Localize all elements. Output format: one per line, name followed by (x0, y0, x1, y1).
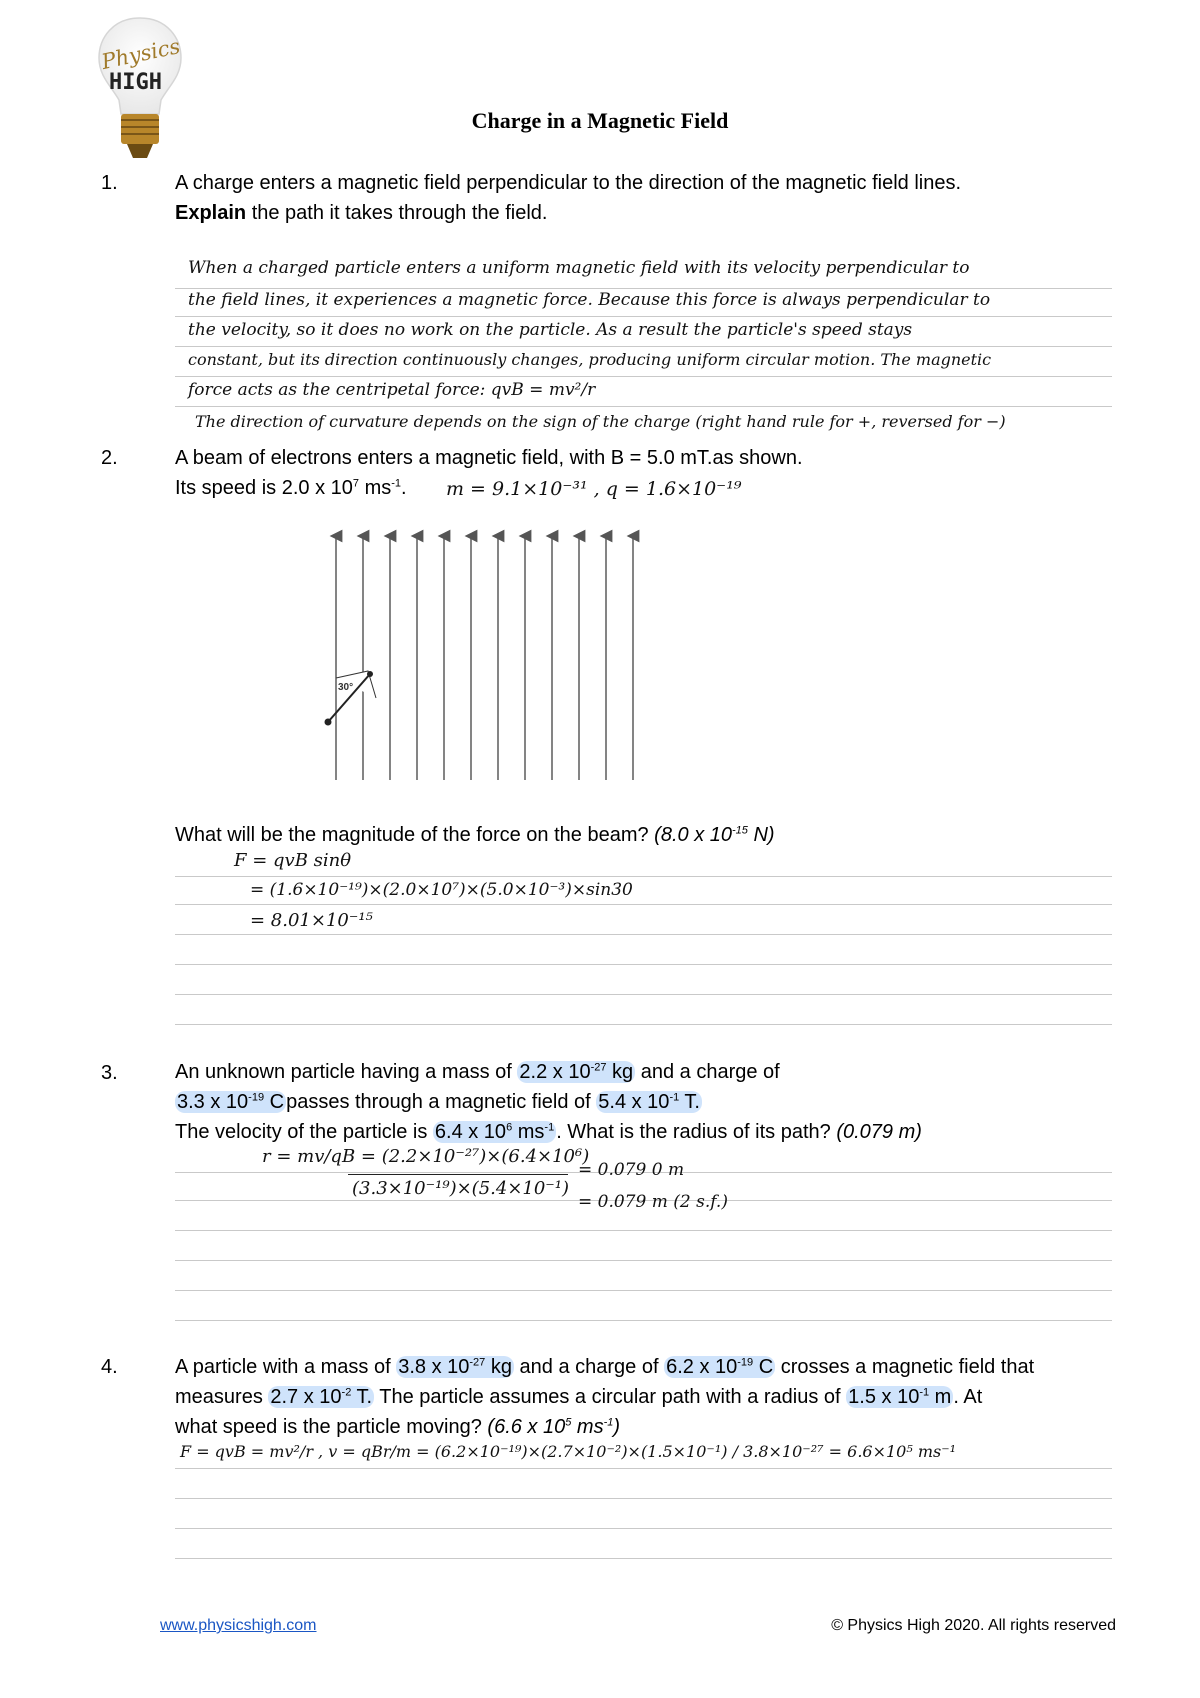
unit: T. (679, 1091, 700, 1113)
answer-line (175, 406, 1112, 407)
exponent: -1 (669, 1091, 680, 1104)
question-2-speed: Its speed is 2.0 x 10 (175, 477, 353, 499)
highlight-velocity (433, 1121, 556, 1143)
text: what speed is the particle moving? (175, 1416, 488, 1438)
angle-label: 30° (338, 682, 354, 693)
copyright-text: © Physics High 2020. All rights reserved (831, 1617, 1116, 1634)
answer-line (175, 904, 1112, 905)
answer-line (175, 934, 1112, 935)
logo-text-physics: Physics (99, 33, 183, 75)
website-link[interactable]: www.physicshigh.com (160, 1617, 317, 1634)
exponent: -15 (732, 824, 748, 837)
exponent: -1 (603, 1416, 614, 1429)
exponent: -1 (919, 1386, 930, 1399)
handwriting-line: F = qvB sinθ (234, 850, 352, 871)
question-1-line2: the path it takes through the field. (246, 202, 548, 224)
unit: C (753, 1356, 774, 1378)
text: The particle assumes a circular path with a radius of (374, 1386, 847, 1408)
answer-line (175, 964, 1112, 965)
value: 6.2 x 10 (666, 1356, 738, 1378)
handwriting-line: force acts as the centripetal force: qvB = mv²/r (188, 380, 596, 400)
exponent: 5 (565, 1416, 572, 1429)
value: 1.5 x 10 (848, 1386, 920, 1408)
unit: C (264, 1091, 285, 1113)
value: 6.4 x 10 (434, 1121, 507, 1143)
fraction-bar (348, 1174, 568, 1175)
question-1-bold: Explain (175, 202, 247, 224)
handwriting-line: = (1.6×10⁻¹⁹)×(2.0×10⁷)×(5.0×10⁻³)×sin30 (250, 880, 633, 900)
answer-line (175, 876, 1112, 877)
exponent: -1 (544, 1121, 555, 1134)
handwriting-line: = 8.01×10⁻¹⁵ (250, 910, 373, 931)
answer-line (175, 1320, 1112, 1321)
question-number-4: 4. (101, 1356, 118, 1378)
answer-line (175, 1260, 1112, 1261)
value: 3.8 x 10 (398, 1356, 470, 1378)
handwriting-note: m = 9.1×10⁻³¹ , q = 1.6×10⁻¹⁹ (446, 478, 742, 500)
magnetic-field-diagram (320, 528, 650, 788)
answer-line (175, 994, 1112, 995)
question-4-text (175, 1352, 1120, 1442)
unit: m (929, 1386, 952, 1408)
answer-line (175, 1528, 1112, 1529)
text: . At (953, 1386, 983, 1408)
answer-line (175, 1498, 1112, 1499)
logo (95, 14, 185, 166)
exponent: -27 (590, 1061, 607, 1074)
question-number-1: 1. (101, 172, 118, 194)
question-1-text (175, 168, 1120, 228)
exponent: 7 (352, 477, 360, 490)
question-2-question (175, 820, 1120, 850)
handwriting-line: F = qvB = mv²/r , v = qBr/m = (6.2×10⁻¹⁹)×(2.7×10⁻²)×(1.5×10⁻¹) / 3.8×10⁻²⁷ = 6.6×10⁵ ms⁻¹ (180, 1442, 957, 1461)
highlight-charge (664, 1356, 775, 1378)
handwriting-line: the field lines, it experiences a magnetic force. Because this force is always perpendicular to (188, 290, 991, 310)
unit: kg (485, 1356, 512, 1378)
text: and a charge of (513, 1356, 665, 1378)
answer-line (175, 376, 1112, 377)
exponent: -19 (737, 1356, 754, 1369)
question-number-3: 3. (101, 1062, 118, 1084)
answer-line (175, 1468, 1112, 1469)
exponent: -19 (248, 1091, 265, 1104)
answer-line (175, 1290, 1112, 1291)
handwriting-line: When a charged particle enters a uniform magnetic field with its velocity perpendicular to (188, 258, 970, 278)
answer-hint: (0.079 m) (836, 1121, 922, 1143)
answer-hint: (8.0 x 10 (654, 824, 732, 846)
unit: kg (606, 1061, 634, 1083)
question-2-prompt: What will be the magnitude of the force on the beam? (175, 824, 655, 846)
question-number-2: 2. (101, 447, 118, 469)
answer-hint-unit: ms (571, 1416, 604, 1438)
text: measures (175, 1386, 269, 1408)
answer-line (175, 346, 1112, 347)
highlight-field (268, 1386, 374, 1408)
handwriting-line: = 0.079 m (2 s.f.) (578, 1192, 728, 1212)
answer-line (175, 1558, 1112, 1559)
value: 2.7 x 10 (270, 1386, 342, 1408)
question-2-line1: A beam of electrons enters a magnetic field, with B = 5.0 mT.as shown. (175, 447, 803, 469)
question-3-text (175, 1057, 1120, 1147)
text: and a charge of (635, 1061, 780, 1083)
highlight-mass (517, 1061, 635, 1083)
unit: T. (351, 1386, 373, 1408)
handwriting-line: r = mv/qB = (2.2×10⁻²⁷)×(6.4×10⁶) (262, 1146, 590, 1167)
answer-hint-unit: N) (747, 824, 775, 846)
highlight-charge (175, 1091, 286, 1113)
answer-line (175, 288, 1112, 289)
punctuation: . (401, 477, 407, 499)
unit: ms (359, 477, 392, 499)
text: crosses a magnetic field that (775, 1356, 1035, 1378)
text: . What is the radius of its path? (556, 1121, 837, 1143)
answer-line (175, 1230, 1112, 1231)
answer-hint-end: ) (613, 1416, 621, 1438)
handwriting-line: (3.3×10⁻¹⁹)×(5.4×10⁻¹) (352, 1178, 570, 1199)
handwriting-line: The direction of curvature depends on the sign of the charge (right hand rule for +, reversed for −) (195, 412, 1006, 431)
value: 2.2 x 10 (519, 1061, 591, 1083)
value: 3.3 x 10 (177, 1091, 249, 1113)
answer-hint: (6.6 x 10 (487, 1416, 566, 1438)
value: 5.4 x 10 (598, 1091, 670, 1113)
text: An unknown particle having a mass of (175, 1061, 518, 1083)
answer-line (175, 1024, 1112, 1025)
handwriting-line: the velocity, so it does no work on the particle. As a result the particle's speed stays (188, 320, 913, 340)
handwriting-line: constant, but its direction continuously changes, producing uniform circular motion. The magnetic (188, 350, 992, 369)
handwriting-line: = 0.079 0 m (578, 1160, 685, 1180)
exponent: -1 (391, 477, 402, 490)
answer-line (175, 316, 1112, 317)
exponent: 6 (506, 1121, 513, 1134)
text: The velocity of the particle is (175, 1121, 433, 1143)
page-title: Charge in a Magnetic Field (471, 108, 729, 133)
exponent: -27 (469, 1356, 486, 1369)
text: passes through a magnetic field of (286, 1091, 597, 1113)
unit: ms (512, 1121, 545, 1143)
highlight-field (596, 1091, 702, 1113)
highlight-radius (846, 1386, 953, 1408)
exponent: -2 (341, 1386, 352, 1399)
highlight-mass (396, 1356, 514, 1378)
logo-text-high: HIGH (109, 70, 162, 95)
text: A particle with a mass of (175, 1356, 397, 1378)
question-1-line: A charge enters a magnetic field perpendicular to the direction of the magnetic field lines. (175, 172, 962, 194)
